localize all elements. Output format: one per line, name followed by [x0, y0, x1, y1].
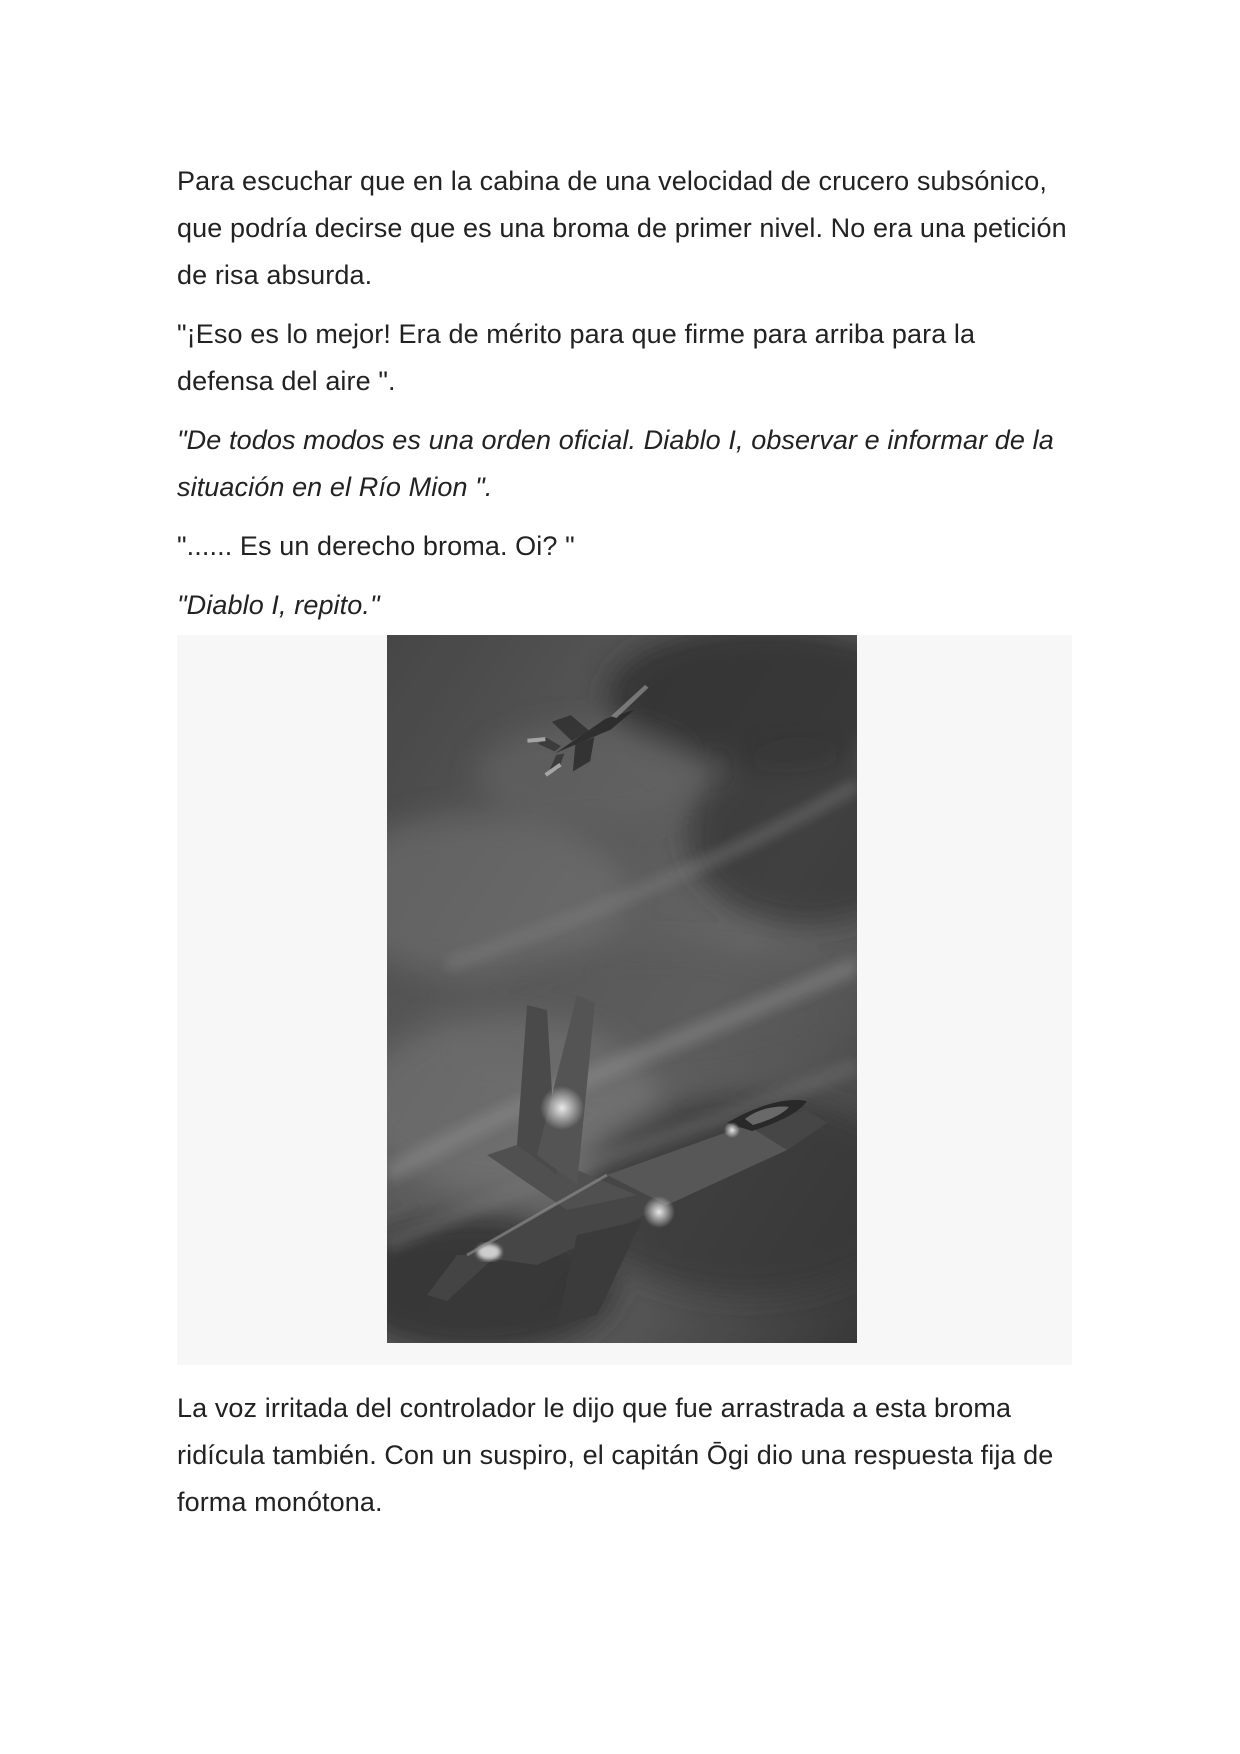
fighter-jets-illustration — [387, 635, 857, 1343]
paragraph-6: La voz irritada del controlador le dijo que fue arrastrada a esta broma ridícula también. Con un suspiro, el capitán Ōgi dio una respuesta fija de forma monótona. — [177, 1393, 1054, 1517]
document-page — [177, 158, 1072, 1538]
paragraph-4: "...... Es un derecho broma. Oi? " — [177, 531, 575, 561]
paragraph-3: "De todos modos es una orden oficial. Diablo I, observar e informar de la situación en el Río Mion ". — [177, 425, 1054, 502]
paragraph-5: "Diablo I, repito." — [177, 590, 380, 620]
paragraph-2: "¡Eso es lo mejor! Era de mérito para que firme para arriba para la defensa del aire ". — [177, 319, 976, 396]
illustration-frame — [177, 635, 1072, 1365]
paragraph-1: Para escuchar que en la cabina de una velocidad de crucero subsónico, que podría decirse que es una broma de primer nivel. No era una petición de risa absurda. — [177, 166, 1067, 290]
